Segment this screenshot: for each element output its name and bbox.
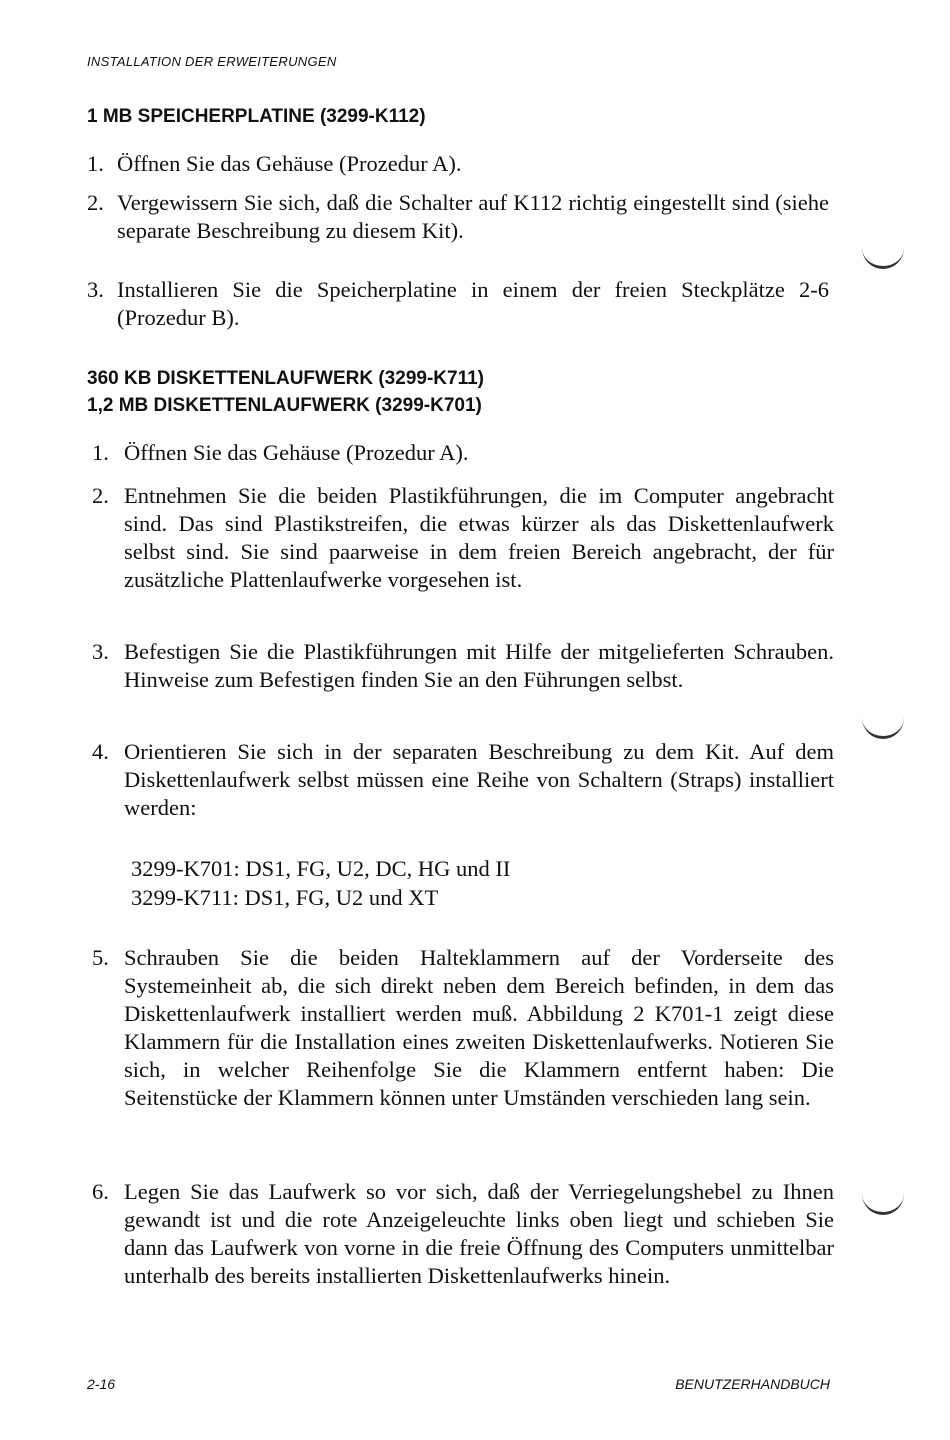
list-item xyxy=(92,439,834,467)
list-item-number: 4. xyxy=(92,739,109,764)
section-heading-memory-board: 1 MB SPEICHERPLATINE (3299-K112) xyxy=(87,106,426,127)
list-item-number: 1. xyxy=(87,151,104,176)
binder-hole-mark xyxy=(862,240,904,269)
strap-line-k701: 3299-K701: DS1, FG, U2, DC, HG und II xyxy=(131,856,511,881)
book-title: BENUTZERHANDBUCH xyxy=(675,1376,830,1392)
list-item-number: 2. xyxy=(92,483,109,508)
section-heading-floppy-360: 360 KB DISKETTENLAUFWERK (3299-K711) xyxy=(87,368,484,389)
strap-list xyxy=(131,854,510,912)
list-item-text: Öffnen Sie das Gehäuse (Prozedur A). xyxy=(124,440,469,465)
list-item xyxy=(87,189,829,245)
list-item xyxy=(92,482,834,594)
list-item xyxy=(92,944,834,1112)
section-heading-floppy-12: 1,2 MB DISKETTENLAUFWERK (3299-K701) xyxy=(87,395,482,416)
list-item-number: 1. xyxy=(92,440,109,465)
list-item-text: Entnehmen Sie die beiden Plastikführungen, die im Computer angebracht sind. Das sind Plastikstreifen, die etwas kürzer als das Diskettenlaufwerk selbst sind. Sie sind paarweise in dem freien Bereich angebracht, der für zusätzliche Plattenlaufwerke vorgesehen ist. xyxy=(124,483,834,592)
list-item-text: Installieren Sie die Speicherplatine in einem der freien Steckplätze 2-6 (Prozedur B). xyxy=(117,277,829,330)
list-item-text: Befestigen Sie die Plastikführungen mit Hilfe der mitgelieferten Schrauben. Hinweise zum Befestigen finden Sie an den Führungen selbst. xyxy=(124,639,834,692)
list-item-text: Öffnen Sie das Gehäuse (Prozedur A). xyxy=(117,151,462,176)
binder-hole-mark xyxy=(862,1186,904,1215)
list-item xyxy=(87,276,829,332)
page-number: 2-16 xyxy=(87,1376,116,1392)
list-item xyxy=(92,1178,834,1290)
list-item-number: 5. xyxy=(92,945,109,970)
running-header: INSTALLATION DER ERWEITERUNGEN xyxy=(87,54,337,69)
list-item xyxy=(92,638,834,694)
list-item-number: 3. xyxy=(87,277,104,302)
list-item-number: 6. xyxy=(92,1179,109,1204)
list-item-number: 2. xyxy=(87,190,104,215)
binder-hole-mark xyxy=(862,710,904,739)
list-item-text: Orientieren Sie sich in der separaten Beschreibung zu dem Kit. Auf dem Diskettenlaufwerk selbst müssen eine Reihe von Schaltern (Straps) installiert werden: xyxy=(124,739,834,820)
list-item-text: Vergewissern Sie sich, daß die Schalter auf K112 richtig eingestellt sind (siehe separate Beschreibung zu diesem Kit). xyxy=(117,190,829,243)
list-item xyxy=(92,738,834,822)
list-item-number: 3. xyxy=(92,639,109,664)
list-item-text: Schrauben Sie die beiden Halteklammern auf der Vorderseite des Systemeinheit ab, die sich direkt neben dem Bereich befinden, in dem das Diskettenlaufwerk installiert werden muß. Abbildung 2 K701-1 zeigt diese Klammern für die Installation eines zweiten Diskettenlaufwerks. Notieren Sie sich, in welcher Reihenfolge Sie die Klammern entfernt haben: Die Seitenstücke der Klammern können unter Umständen verschieden lang sein. xyxy=(124,945,834,1110)
strap-line-k711: 3299-K711: DS1, FG, U2 und XT xyxy=(131,885,439,910)
list-item-text: Legen Sie das Laufwerk so vor sich, daß der Verriegelungshebel zu Ihnen gewandt ist und die rote Anzeigeleuchte links oben liegt und schieben Sie dann das Laufwerk von vorne in die freie Öffnung des Computers unmittelbar unterhalb des bereits installierten Diskettenlaufwerks hinein. xyxy=(124,1179,834,1288)
list-item xyxy=(87,150,829,178)
